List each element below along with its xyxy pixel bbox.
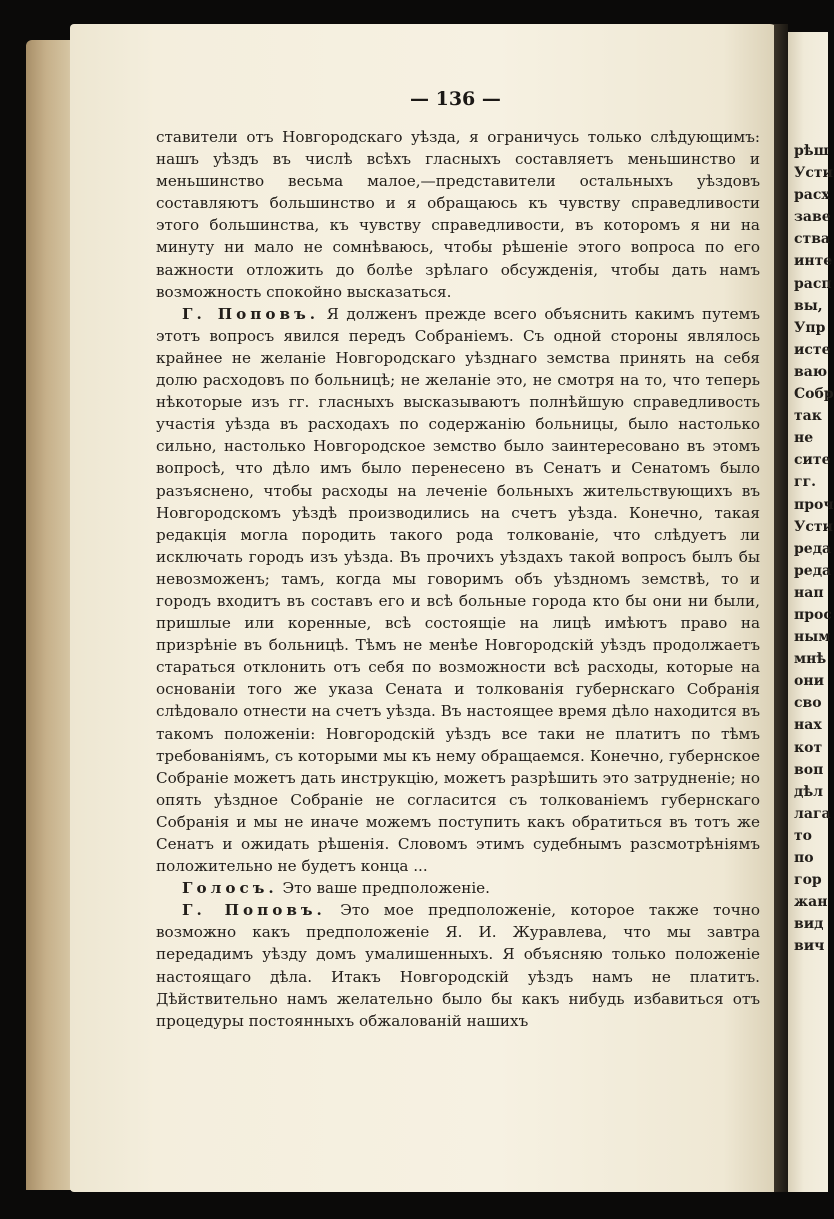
adjacent-page-line: сите	[794, 452, 831, 469]
adjacent-page-line: ваю	[794, 363, 828, 380]
adjacent-page-line: кот	[794, 739, 823, 756]
adjacent-page-line: вы,	[794, 297, 823, 314]
adjacent-page-line: Упр	[794, 319, 826, 336]
adjacent-page-line: так	[794, 408, 822, 425]
adjacent-page-line: расх	[794, 187, 830, 204]
adjacent-page-line: реда	[794, 562, 832, 579]
paragraph-text: Я долженъ прежде всего объяснить какимъ путемъ этотъ вопросъ явился передъ Собраніемъ. Съ одной стороны являлось крайнее не желаніе Новгородскаго уѣзднаго земства принять на себя долю расходовъ по больницѣ; не желаніе это, не смотря на то, что теперь нѣкоторые изъ гг. гласныхъ высказываютъ полнѣйшую справедливость участія уѣзда въ расходахъ по содержанію больницы, было настолько сильно, настолько Новгородское земство было заинтересовано въ этомъ вопросѣ, что дѣло имъ было перенесено въ Сенатъ и Сенатомъ было разъяснено, чтобы расходы на леченіе больныхъ жительствующихъ въ Новгородскомъ уѣздѣ производились на счетъ уѣзда. Конечно, такая редакція могла породить такого рода толкованіе, что слѣдуетъ ли исключать городъ изъ уѣзда. Въ прочихъ уѣздахъ такой вопросъ былъ бы невозможенъ; тамъ, когда мы говоримъ объ уѣздномъ земствѣ, то и городъ входитъ въ составъ его и всѣ больные города кто бы они ни были, пришлые или коренные, всѣ состоящіе на лицѣ имѣютъ право на призрѣніе въ больницѣ. Тѣмъ не менѣе Новгородскій уѣздъ продолжаетъ стараться отклонить отъ себя по возможности всѣ расходы, которые на основаніи того же указа Сената и толкованія губернскаго Собранія слѣдовало отнести на счетъ уѣзда. Въ настоящее время дѣло находится въ такомъ положеніи: Новгородскій уѣздъ все таки не платитъ по тѣмъ требованіямъ, съ которыми мы къ нему обращаемся. Конечно, губернское Собраніе можетъ дать инструкцію, можетъ разрѣшить это затрудненіе; но опять уѣздное Собраніе не согласится съ толкованіемъ губернскаго Собранія и мы не иначе можемъ поступить какъ обратиться въ тотъ же Сенатъ и ожидать рѣшенія. Словомъ этимъ судебнымъ разсмотрѣніямъ положительно не будетъ конца ...	[156, 304, 760, 876]
adjacent-page-line: по	[794, 850, 814, 866]
adjacent-page-line: сво	[794, 695, 822, 712]
adjacent-page-line: исте	[794, 341, 831, 358]
adjacent-page-line: не	[794, 430, 814, 447]
speaker-name: Г. Поповъ.	[182, 901, 326, 920]
adjacent-page-line: расп	[794, 275, 832, 292]
adjacent-page-line: инте	[794, 253, 833, 270]
adjacent-page-line: гг.	[794, 474, 817, 491]
paragraph-text: Это ваше предположеніе.	[282, 879, 490, 898]
adjacent-page-line: то	[794, 827, 813, 844]
adjacent-page-line: вид	[794, 916, 824, 933]
adjacent-page-line: жан	[794, 894, 828, 911]
adjacent-page-line: заве	[794, 209, 831, 226]
adjacent-page-line: ства	[794, 231, 830, 248]
adjacent-page-line: мнѣ	[794, 651, 827, 668]
page-body	[156, 126, 760, 1032]
adjacent-page-line: нап	[794, 584, 824, 601]
speaker-name: Голосъ.	[182, 879, 278, 898]
paragraph-text: ставители отъ Новгородскаго уѣзда, я ограничусь только слѣдующимъ: нашъ уѣздъ въ числѣ всѣхъ гласныхъ составляетъ меньшинство и меньшинство весьма малое,—представители остальныхъ уѣздовъ составляютъ большинство и я обращаюсь къ чувству справедливости этого большинства, къ чувству справедливости, въ которомъ я ни на минуту ни мало не сомнѣваюсь, чтобы рѣшеніе этого вопроса по его важности отложить до болѣе зрѣлаго обсужденія, чтобы дать намъ возможность спокойно высказаться.	[156, 128, 760, 301]
adjacent-page-line: рѣш	[794, 143, 829, 159]
paragraph-2	[156, 303, 760, 877]
paragraph-text: Это мое предположеніе, которое также точно возможно какъ предположеніе Я. И. Журавлева, что мы завтра передадимъ уѣзду домъ умалишенныхъ. Я объясняю только положеніе настоящаго дѣла. Итакъ Новгородскій уѣздъ намъ не платитъ. Дѣйствительно намъ желательно было бы какъ нибудь избавиться отъ процедуры постоянныхъ обжалованій нашихъ	[156, 901, 761, 1030]
adjacent-page-line: дѣл	[794, 783, 824, 800]
adjacent-page-line: гор	[794, 872, 822, 889]
adjacent-page-text	[794, 140, 834, 957]
adjacent-page-line: Усти	[794, 165, 833, 182]
adjacent-page-line: проч	[794, 496, 834, 513]
paragraph-3	[156, 877, 760, 899]
paragraph-1	[156, 126, 760, 303]
book-gutter	[774, 24, 788, 1192]
adjacent-page-line: Усти	[794, 518, 833, 535]
adjacent-page-line: лага	[794, 805, 831, 822]
adjacent-page-line: прос	[794, 606, 832, 623]
adjacent-page-line: вич	[794, 938, 825, 955]
adjacent-page-line: воп	[794, 761, 824, 778]
adjacent-page-line: ным	[794, 629, 831, 646]
speaker-name: Г. Поповъ.	[182, 304, 320, 323]
adjacent-page-line: Собр	[794, 386, 834, 403]
page-number: — 136 —	[410, 88, 501, 110]
adjacent-page-line: они	[794, 673, 824, 690]
adjacent-page-line: нах	[794, 717, 822, 734]
adjacent-page-line: реда	[794, 540, 832, 557]
paragraph-4	[156, 899, 760, 1032]
